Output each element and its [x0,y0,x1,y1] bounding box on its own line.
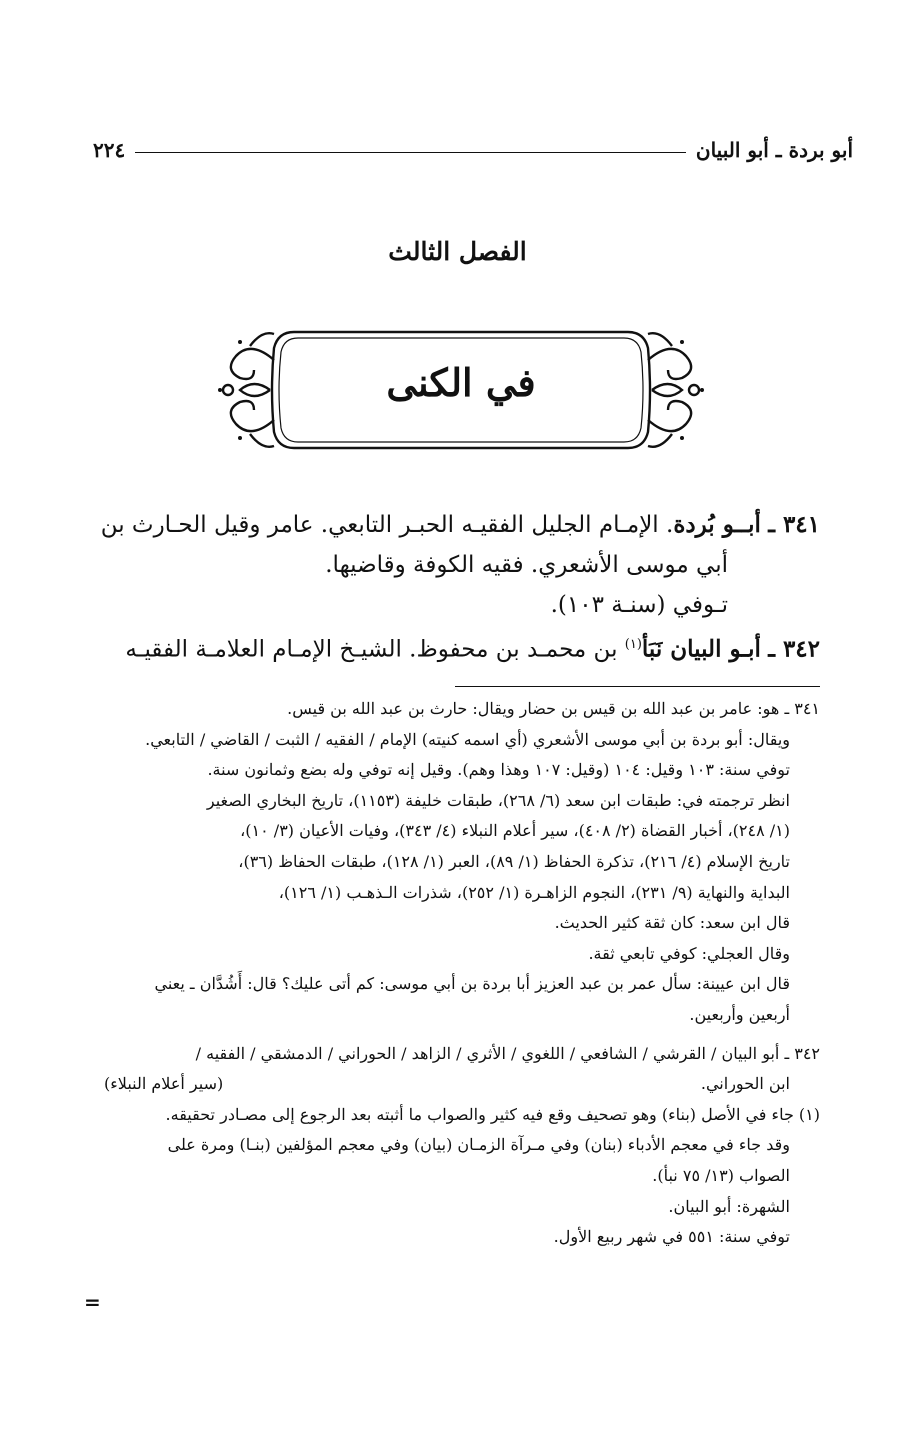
entry-name: أبــو بُردة [673,511,761,538]
note-342-line1: ٣٤٢ ـ أبو البيان / القرشي / الشافعي / اللغوي / الأثري / الزاهد / الحوراني / الدمشقي / الفقيه / [195,1043,820,1063]
page-number: ٢٢٤ [93,138,126,162]
main-entries [100,505,820,670]
note-342-fame: الشهرة: أبو البيان. [668,1196,790,1216]
note-341-line: ٣٤١ ـ هو: عامر بن عبد الله بن قيس بن حضار ويقال: حارث بن عبد الله بن قيس. [287,699,820,718]
note-341-line: انظر ترجمته في: طبقات ابن سعد (٦/ ٢٦٨)، طبقات خليفة (١١٥٣)، تاريخ البخاري الصغير [206,790,790,810]
note-341-line: قال ابن سعد: كان ثقة كثير الحديث. [554,913,790,933]
entry-number: ٣٤١ ـ [768,511,820,538]
note-342-footnote3: الصواب (١٣/ ٧٥ نبأ). [652,1165,790,1185]
footnotes [100,694,820,1253]
note-342-source: (سير أعلام النبلاء) [104,1074,224,1094]
note-341-line: وقال العجلي: كوفي تابعي ثقة. [588,943,790,963]
note-341-line: (١/ ٢٤٨)، أخبار القضاة (٢/ ٤٠٨)، سير أعلام النبلاء (٤/ ٣٤٣)، وفيات الأعيان (٣/ ١٠)، [240,821,790,841]
note-341-line: قال ابن عيينة: سأل عمر بن عبد العزيز أبا بردة بن أبي موسى: كم أتى عليك؟ قال: أَشُدَّان ـ يعني [154,974,790,994]
note-342-line2: ابن الحوراني. [700,1074,790,1094]
entry-342-line1 [100,625,820,670]
note-341-line: توفي سنة: ١٠٣ وقيل: ١٠٤ (وقيل: ١٠٧ وهذا وهم). وقيل إنه توفي وله بضع وثمانون سنة. [207,760,790,780]
header-rule [135,152,686,153]
note-341-line: أربعين وأربعين. [689,1004,790,1024]
note-341-line: البداية والنهاية (٩/ ٢٣١)، النجوم الزاهـرة (١/ ٢٥٢)، شذرات الـذهـب (١/ ١٢٦)، [278,882,790,902]
note-342-death: توفي سنة: ٥٥١ في شهر ربيع الأول. [553,1227,790,1247]
entry-341-line2: أبي موسى الأشعري. فقيه الكوفة وقاضيها. [325,552,728,578]
running-header [93,138,853,162]
entry-number: ٣٤٢ ـ [768,635,820,663]
note-341-line: تاريخ الإسلام (٤/ ٢١٦)، تذكرة الحفاظ (١/ ٨٩)، العبر (١/ ١٢٨)، طبقات الحفاظ (٣٦)، [238,851,790,871]
entry-text: . الإمـام الجليل الفقيـه الحبـر التابعي. عامر وقيل الحـارث بن [100,512,674,538]
entry-text: بن محمـد بن محفوظ. الشيـخ الإمـام العلامـة الفقيـه [125,636,625,663]
entry-341-line1 [100,505,820,545]
note-342-footnote2: وقد جاء في معجم الأدباء (بنان) وفي مـرآة الزمـان (بيان) وفي معجم المؤلفين (بنـا) ومرة على [167,1135,790,1155]
continuation-mark: = [84,1290,101,1314]
note-342-line2-row [100,1069,820,1100]
frame-title: في الكنى [386,360,536,405]
chapter-title: الفصل الثالث [388,237,527,266]
entry-341-line3: تـوفي (سنـة ١٠٣). [550,592,728,618]
running-title: أبو بردة ـ أبو البيان [695,138,853,162]
note-342-footnote1: (١) جاء في الأصل (بناء) وهو تصحيف وقع فيه كثير والصواب ما أثبته بعد الرجوع إلى مصـادر تحقيقه. [165,1104,820,1124]
entry-name: أبـو البيان نَبَأ [641,635,761,663]
footnote-rule [455,686,820,687]
note-341-line: ويقال: أبو بردة بن أبي موسى الأشعري (أي اسمه كنيته) الإمام / الفقيه / الثبت / القاضي / التابعي. [145,729,790,749]
footnote-ref: (١) [624,637,642,652]
